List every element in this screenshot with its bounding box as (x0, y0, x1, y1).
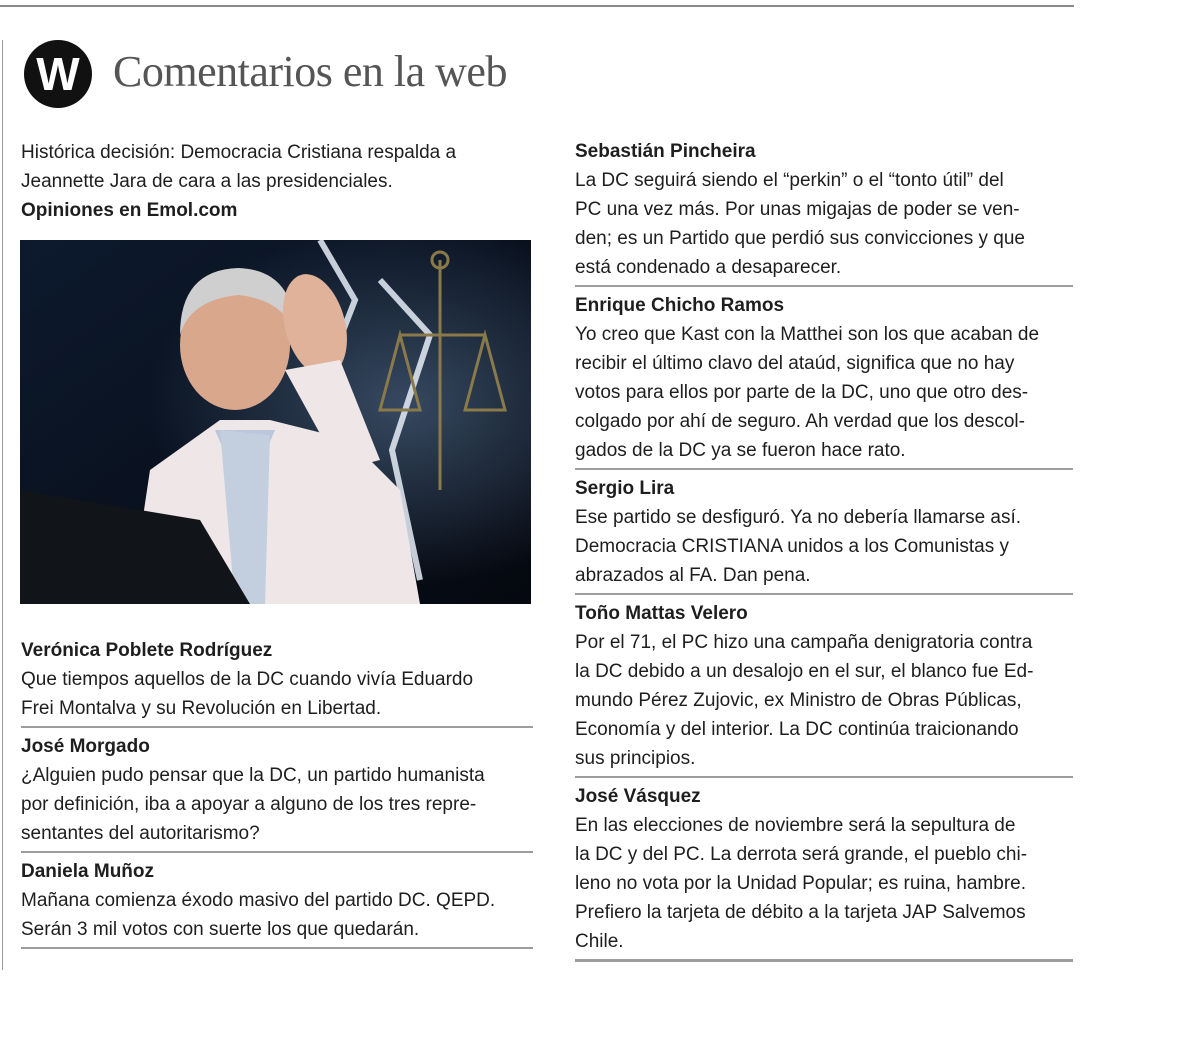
logo-letter: W (36, 48, 80, 100)
comment-line: recibir el último clavo del ataúd, significa que no hay (575, 353, 1015, 374)
comment-author: Sergio Lira (575, 478, 675, 499)
comment-author: Toño Mattas Velero (575, 603, 748, 624)
comment-line: Mañana comienza éxodo masivo del partido DC. QEPD. (21, 890, 496, 911)
comment-line: Chile. (575, 931, 624, 952)
comment-line: gados de la DC ya se fueron hace rato. (575, 440, 906, 461)
comment-text (21, 761, 533, 848)
left-rule (2, 40, 3, 970)
comment-text (575, 320, 1073, 465)
comment-text (575, 628, 1073, 773)
section-title: Comentarios en la web (113, 47, 507, 96)
comment-line: Economía y del interior. La DC continúa traicionando (575, 719, 1019, 740)
comment-line: mundo Pérez Zujovic, ex Ministro de Obras Públicas, (575, 690, 1022, 711)
comment-author: Daniela Muñoz (21, 861, 155, 882)
comment (575, 137, 1073, 287)
comment-line: ¿Alguien pudo pensar que la DC, un partido humanista (21, 765, 485, 786)
comment-line: Serán 3 mil votos con suerte los que quedarán. (21, 919, 420, 940)
comment (21, 732, 533, 853)
comment-line: colgado por ahí de seguro. Ah verdad que los descol- (575, 411, 1025, 432)
comment-line: Democracia CRISTIANA unidos a los Comunistas y (575, 536, 1009, 557)
comment (575, 291, 1073, 470)
comment (575, 782, 1073, 962)
comment-line: La DC seguirá siendo el “perkin” o el “tonto útil” del (575, 170, 1004, 191)
comment-line: abrazados al FA. Dan pena. (575, 565, 811, 586)
comment-author: José Vásquez (575, 786, 701, 807)
comment-text (575, 166, 1073, 282)
comment-line: Que tiempos aquellos de la DC cuando vivía Eduardo (21, 669, 474, 690)
section-logo (24, 40, 92, 108)
comment-line: la DC debido a un desalojo en el sur, el blanco fue Ed- (575, 661, 1034, 682)
comment-author: Sebastián Pincheira (575, 141, 756, 162)
comment-line: den; es un Partido que perdió sus convicciones y que (575, 228, 1025, 249)
comment-line: votos para ellos por parte de la DC, uno que otro des- (575, 382, 1029, 403)
comment-line: está condenado a desaparecer. (575, 257, 842, 278)
comments-right-column (575, 137, 1073, 966)
comment (575, 599, 1073, 778)
comment-text (21, 886, 533, 944)
speaker-photo-illustration (20, 240, 531, 604)
comment (21, 857, 533, 949)
headline-line-1: Histórica decisión: Democracia Cristiana respalda a (21, 142, 457, 163)
top-rule (0, 5, 1074, 7)
comment (21, 636, 533, 728)
comment-line: la DC y del PC. La derrota será grande, el pueblo chi- (575, 844, 1028, 865)
article-intro (21, 138, 531, 225)
source-label: Opiniones en Emol.com (21, 200, 238, 221)
comment-author: Verónica Poblete Rodríguez (21, 640, 273, 661)
article-photo (20, 240, 531, 604)
comment-text (575, 811, 1073, 956)
comment-line: Frei Montalva y su Revolución en Libertad. (21, 698, 382, 719)
comment-line: Ese partido se desfiguró. Ya no debería llamarse así. (575, 507, 1022, 528)
comment-line: Por el 71, el PC hizo una campaña denigratoria contra (575, 632, 1033, 653)
comment-line: sentantes del autoritarismo? (21, 823, 260, 844)
comment-line: sus principios. (575, 748, 696, 769)
headline-line-2: Jeannette Jara de cara a las presidenciales. (21, 171, 393, 192)
comments-left-column (21, 636, 533, 953)
comment-author: Enrique Chicho Ramos (575, 295, 785, 316)
comment-text (575, 503, 1073, 590)
comment-line: Prefiero la tarjeta de débito a la tarjeta JAP Salvemos (575, 902, 1026, 923)
comment-line: leno no vota por la Unidad Popular; es ruina, hambre. (575, 873, 1026, 894)
comment-line: En las elecciones de noviembre será la sepultura de (575, 815, 1016, 836)
comment-text (21, 665, 533, 723)
comment (575, 474, 1073, 595)
comment-line: PC una vez más. Por unas migajas de poder se ven- (575, 199, 1020, 220)
comment-line: por definición, iba a apoyar a alguno de los tres repre- (21, 794, 477, 815)
comment-line: Yo creo que Kast con la Matthei son los que acaban de (575, 324, 1040, 345)
comment-author: José Morgado (21, 736, 150, 757)
